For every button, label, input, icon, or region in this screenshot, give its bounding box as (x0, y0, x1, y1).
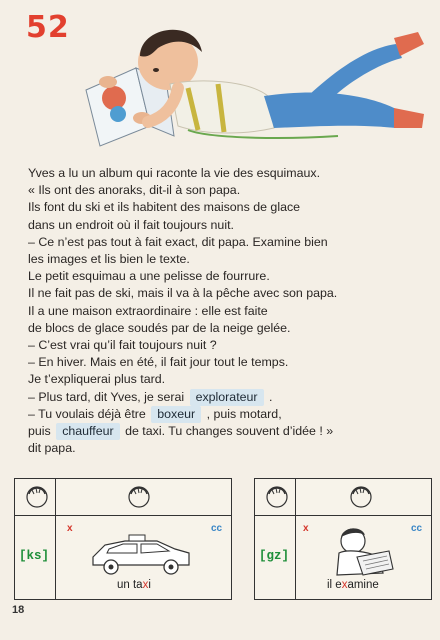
story-line (28, 165, 428, 182)
story-text-segment: Ils font du ski et ils habitent des maisons de glace (28, 200, 301, 215)
sound-label: [gz] (259, 549, 290, 563)
page-number: 18 (12, 604, 25, 616)
exercise-divider (55, 479, 56, 599)
story-text-segment: dit papa. (28, 441, 76, 456)
boy-reading-illustration (78, 18, 434, 150)
story-line (28, 406, 428, 423)
sound-label: [ks] (19, 549, 50, 563)
story-line (28, 217, 428, 234)
boxed-word: boxeur (151, 406, 201, 423)
cc-mark: cc (211, 523, 223, 534)
story-text-segment: . (265, 389, 273, 404)
story-text-segment: de blocs de glace soudés par de la neige gelée. (28, 320, 291, 335)
story-text-segment: – C’est vrai qu’il fait toujours nuit ? (28, 338, 217, 353)
story-line (28, 303, 428, 320)
story-text-segment: puis (28, 424, 55, 439)
story-text (28, 165, 428, 457)
story-text-segment: Yves a lu un album qui raconte la vie des esquimaux. (28, 166, 321, 180)
story-text-segment: « Ils ont des anoraks, dit-il à son papa. (28, 183, 241, 198)
taxi-icon (85, 527, 195, 577)
child-reading-icon (327, 523, 397, 579)
story-text-segment: Il ne fait pas de ski, mais il va à la pêche avec son papa. (28, 286, 338, 301)
story-line (28, 268, 428, 285)
story-line (28, 199, 428, 216)
exercise-gz (254, 478, 432, 600)
exercise-ks (14, 478, 232, 600)
story-line (28, 440, 428, 457)
story-line (28, 320, 428, 337)
story-line (28, 182, 428, 199)
story-line (28, 389, 428, 406)
story-text-segment: Le petit esquimau a une pelisse de fourrure. (28, 269, 270, 284)
story-line (28, 423, 428, 440)
story-line (28, 234, 428, 251)
x-mark: x (303, 523, 309, 534)
boxed-word: explorateur (190, 389, 264, 406)
face-icon (25, 484, 49, 508)
face-icon (265, 484, 289, 508)
story-line (28, 285, 428, 302)
boxed-word: chauffeur (56, 423, 119, 440)
story-text-segment: dans un endroit où il fait toujours nuit. (28, 217, 234, 232)
story-line (28, 251, 428, 268)
caption-examine: il examine (327, 579, 379, 591)
story-line (28, 337, 428, 354)
caption-taxi: un taxi (117, 579, 151, 591)
story-text-segment: Il a une maison extraordinaire : elle est faite (28, 303, 268, 318)
face-icon (349, 484, 373, 508)
story-text-segment: – Ce n’est pas tout à fait exact, dit papa. Examine bien (28, 234, 328, 249)
lesson-number: 52 (26, 10, 70, 45)
story-text-segment: , puis motard, (203, 406, 282, 421)
story-text-segment: de taxi. Tu changes souvent d’idée ! » (121, 424, 334, 439)
story-text-segment: Je t’expliquerai plus tard. (28, 372, 166, 387)
story-text-segment: – Plus tard, dit Yves, je serai (28, 389, 188, 404)
exercise-divider (295, 479, 296, 599)
story-line (28, 354, 428, 371)
face-icon (127, 484, 151, 508)
story-text-segment: – En hiver. Mais en été, il fait jour tout le temps. (28, 355, 289, 370)
story-line (28, 371, 428, 388)
x-mark: x (67, 523, 73, 534)
story-text-segment: les images et lis bien le texte. (28, 252, 190, 267)
cc-mark: cc (411, 523, 423, 534)
story-text-segment: – Tu voulais déjà être (28, 406, 150, 421)
